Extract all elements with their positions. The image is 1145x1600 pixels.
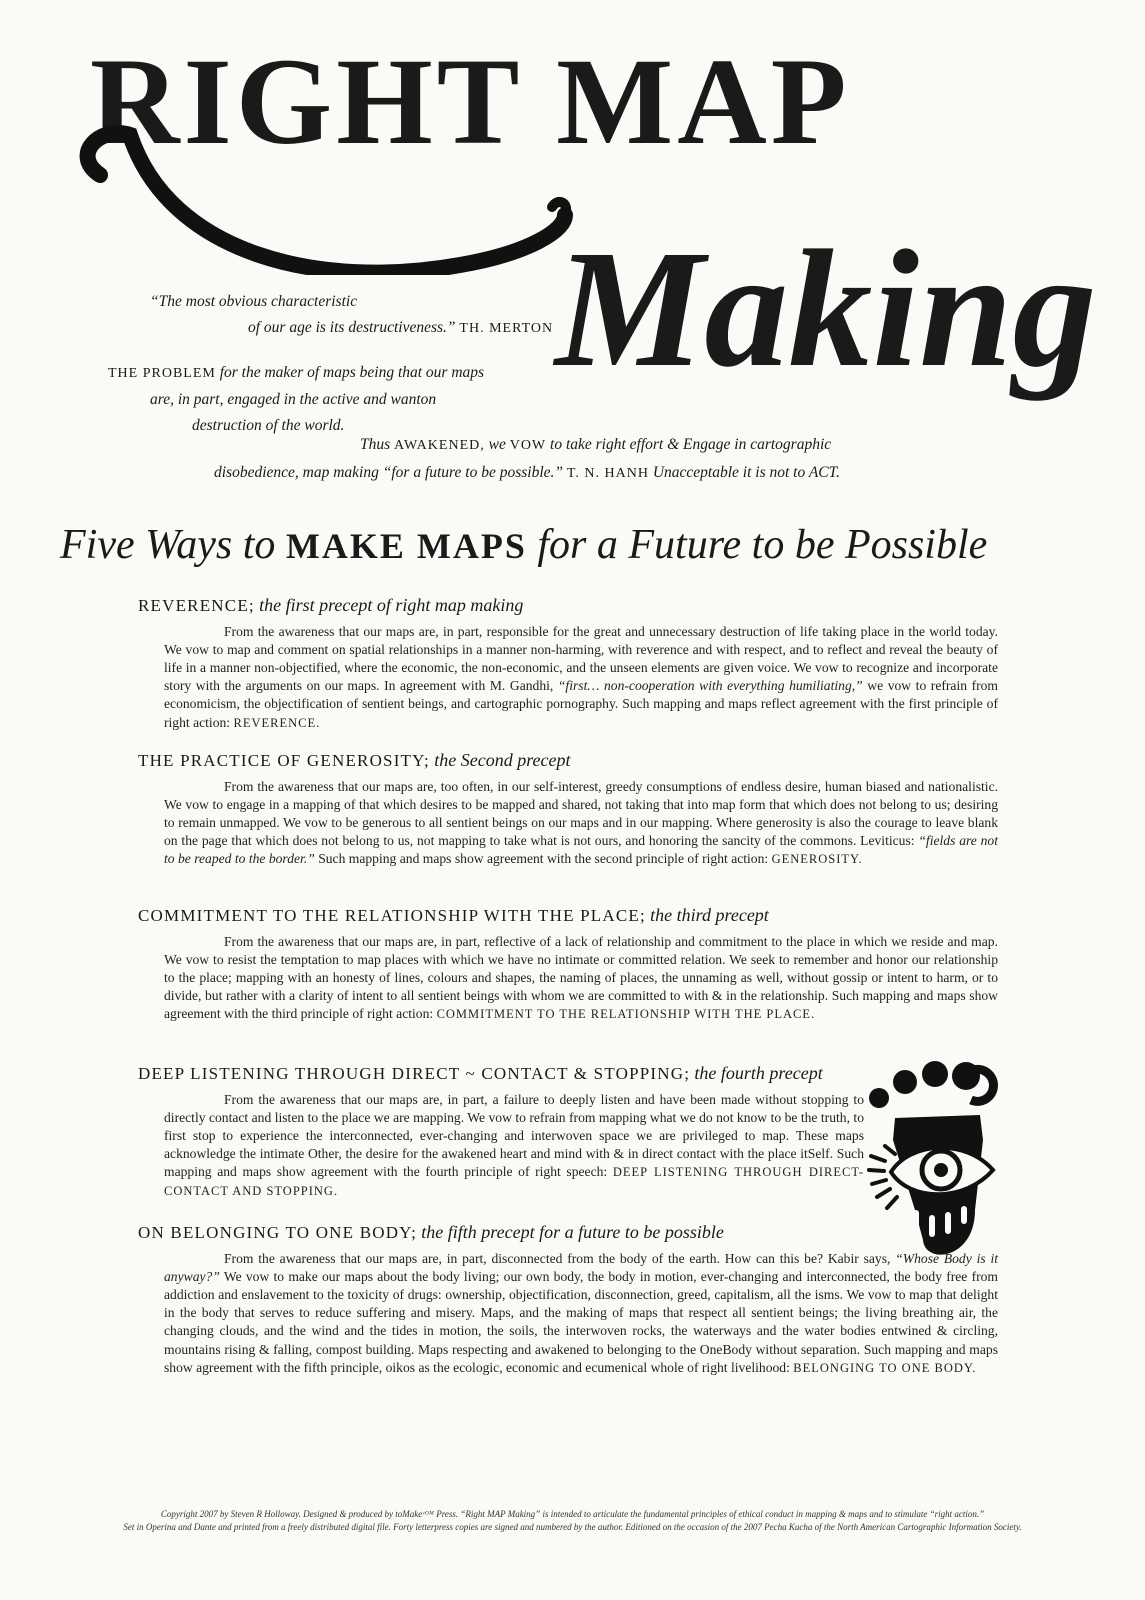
precept-title: THE PRACTICE OF GENEROSITY;: [138, 751, 430, 770]
merton-author: TH. MERTON: [459, 321, 554, 336]
precept-title: DEEP LISTENING THROUGH DIRECT ~ CONTACT & STOPPING;: [138, 1064, 691, 1083]
precept-section-5: [138, 1222, 998, 1377]
vow-tail: Unacceptable it is not to ACT.: [652, 464, 840, 481]
vow-awakened: AWAKENED,: [394, 438, 485, 453]
precept-body: [164, 623, 998, 732]
title-swash-ornament: [60, 115, 600, 275]
hanh-author: T. N. HANH: [566, 466, 649, 481]
precept-body: [164, 778, 998, 869]
vow-prefix: Thus: [360, 436, 391, 453]
colophon-line2: Set in Operina and Dante and printed from a freely distributed digital file. Forty letterpress copies are signed and numbered by the author. Editioned on the occasion of the 2007 Pecha Kucha of the North American Cartographic Information Society.: [123, 1522, 1022, 1533]
precept-subtitle: the first precept of right map making: [259, 595, 524, 615]
vow-we: we: [488, 436, 506, 453]
precept-heading: [138, 750, 998, 772]
subtitle-part3: for a Future to be Possible: [537, 522, 988, 568]
problem-lead: THE PROBLEM: [108, 366, 216, 381]
subtitle: [60, 522, 1060, 568]
vow-line1: [360, 433, 831, 456]
vow-vow: VOW: [509, 438, 547, 453]
body-end: COMMITMENT TO THE RELATIONSHIP WITH THE PLACE.: [436, 1007, 816, 1022]
precept-section-2: [138, 750, 998, 869]
body-end: BELONGING TO ONE BODY.: [793, 1360, 977, 1375]
body-quote: “Whose Body is it anyway?”: [164, 1250, 998, 1284]
vow-line2: [214, 461, 840, 484]
precept-title: ON BELONGING TO ONE BODY;: [138, 1223, 418, 1242]
colophon: [40, 1508, 1105, 1534]
body-text: From the awareness that our maps are, in part, a failure to deeply listen and have been made without stopping to directly contact and listen to the place we are mapping. We vow to refrain from mapping what we do not know to be the truth, to first stop to experience the interconnected, ever-changing and interwoven space we are privileged to map. These maps acknowledge the intimate Other, the desire for the awakened heart and mind with & in direct contact with the place itSelf. Such mapping and maps show agreement with the fourth principle of right speech:: [164, 1091, 864, 1180]
precept-body: [164, 1250, 998, 1377]
precept-heading: [138, 1222, 998, 1244]
title-making: Making: [555, 216, 1097, 402]
problem-text1: for the maker of maps being that our maps: [219, 364, 485, 381]
title-right-map: RIGHT MAP: [90, 33, 851, 170]
subtitle-part1: Five Ways to: [60, 522, 276, 568]
merton-quote-text: of our age is its destructiveness.”: [248, 319, 456, 336]
precept-subtitle: the fifth precept for a future to be possible: [421, 1222, 724, 1242]
colophon-line1: Copyright 2007 by Steven R Holloway. Designed & produced by toMakeᶜᴼᴹ Press. “Right MAP Making” is intended to articulate the fundamental principles of ethical conduct in mapping & maps and to stimulate “right action.”: [160, 1509, 985, 1519]
body-end: REVERENCE.: [233, 715, 321, 730]
body-end: GENEROSITY.: [771, 852, 863, 867]
subtitle-part2: MAKE MAPS: [285, 526, 527, 566]
problem-line1: [108, 361, 484, 384]
precept-subtitle: the Second precept: [434, 750, 571, 770]
body-text: From the awareness that our maps are, in part, responsible for the great and unnecessary destruction of life taking place in the world today. We vow to map and comment on spatial relationships in a manner non-harming, with reverence and with respect, and to reflect and reveal the beauty of life in a manner non-objectified, where the economic, the non-economic, and the unseen elements are given voice. We vow to recognize and incorporate story with the arguments on our maps. In agreement with M. Gandhi,: [164, 623, 998, 694]
body-text2: we vow to refrain from economicism, the objectification of sentient beings, and cartographic pornography. Such mapping and maps reflect agreement with the first principle of right action:: [164, 678, 998, 730]
problem-line2: are, in part, engaged in the active and wanton: [150, 391, 437, 408]
vow-rest: to take right effort & Engage in cartographic: [550, 436, 832, 453]
precept-subtitle: the fourth precept: [694, 1063, 823, 1083]
precept-subtitle: the third precept: [650, 905, 769, 925]
body-text2: We vow to make our maps about the body living; our own body, the body in motion, ever-changing and interconnected, the body free from addiction and enslavement to the toxicity of drugs: ownership, objectification, disconnection, greed, capitalism, all the isms. We vow to map that delight in the body that serves to reduce suffering and misery. Maps, and the making of maps that respect all sentient beings; the living breathing air, the changing clouds, and the wind and the tides in motion, the soils, the interwoven rocks, the waterways and the water bodies entwined & circling, mountains rising & falling, compost building. Maps respecting and awakened to belonging to the OneBody without separation. Such mapping and maps show agreement with the fifth principle, oikos as the ecologic, economic and ecumenical whole of right livelihood:: [164, 1268, 998, 1375]
body-text: From the awareness that our maps are, too often, in our self-interest, greedy consumptions of endless desire, human biased and nationalistic. We vow to engage in a mapping of that which desires to be mapped and shared, not taking that into map form that which does not belong to us; desiring to remain unmapped. We vow to be generous to all sentient beings on our maps and in our mapping. Where generosity is also the courage to leave blank on the page that which does not belong to us, not mapping to take what is not ours, and honoring the sancity of the commons. Leviticus:: [164, 778, 998, 849]
body-text2: Such mapping and maps show agreement with the second principle of right action:: [318, 851, 769, 867]
precept-section-3: [138, 905, 998, 1024]
precept-body: [164, 1091, 864, 1200]
body-text: From the awareness that our maps are, in part, disconnected from the body of the earth. How can this be? Kabir says,: [224, 1250, 891, 1266]
merton-quote-line1: “The most obvious characteristic: [150, 293, 358, 310]
merton-quote-line2: [248, 316, 553, 339]
precept-heading: [138, 905, 998, 927]
precept-heading: [138, 595, 998, 617]
body-quote: “first… non-cooperation with everything humiliating,”: [557, 678, 863, 694]
problem-line3: destruction of the world.: [192, 417, 345, 434]
precept-title: REVERENCE;: [138, 596, 255, 615]
body-quote: “fields are not to be reaped to the border.”: [164, 833, 998, 867]
precept-section-1: [138, 595, 998, 732]
vow-text2: disobedience, map making “for a future to be possible.”: [214, 464, 564, 481]
precept-title: COMMITMENT TO THE RELATIONSHIP WITH THE PLACE;: [138, 906, 646, 925]
precept-body: [164, 933, 998, 1024]
body-text: From the awareness that our maps are, in part, reflective of a lack of relationship and commitment to the place in which we reside and map. We vow to resist the temptation to map places with which we have no intimate or committed relation. We seek to remember and honor our relationship to the place; mapping with an honesty of lines, colours and shapes, the naming of places, the unnaming as well, without gossip or intent to harm, or to divide, but rather with a clarity of intent to all sentient beings with whom we are committed to with & in the relationship. Such mapping and maps show agreement with the third principle of right action:: [164, 933, 998, 1022]
body-end: DEEP LISTENING THROUGH DIRECT-CONTACT AND STOPPING.: [164, 1165, 864, 1198]
